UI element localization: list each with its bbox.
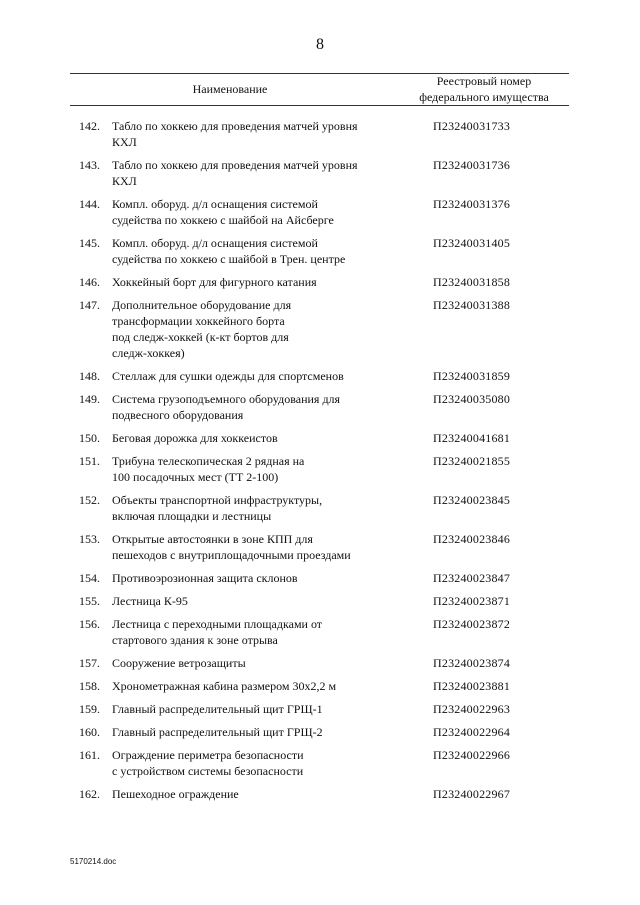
row-name-line: КХЛ (112, 174, 137, 188)
row-name-line: судейства по хоккею с шайбой на Айсберге (112, 213, 334, 227)
footer-filename: 5170214.doc (70, 857, 117, 866)
row-name-line: трансформации хоккейного борта (112, 314, 285, 328)
row-name (112, 391, 402, 423)
row-number: 142. (79, 119, 100, 133)
row-number: 144. (79, 197, 100, 211)
row-registry-number: П23240031859 (433, 369, 511, 383)
row-number: 143. (79, 158, 100, 172)
row-name-line: КХЛ (112, 135, 137, 149)
row-name (112, 616, 402, 648)
row-name-line: с устройством системы безопасности (112, 764, 304, 778)
row-number: 153. (79, 532, 100, 546)
row-name-line: Табло по хоккею для проведения матчей уровня (112, 158, 358, 172)
row-name-line: Табло по хоккею для проведения матчей уровня (112, 119, 358, 133)
row-name-line: Пешеходное ограждение (112, 787, 239, 801)
row-registry-number: П23240023874 (433, 656, 511, 670)
row-number: 162. (79, 787, 100, 801)
page-number: 8 (316, 36, 324, 53)
row-name-line: Система грузоподъемного оборудования для (112, 392, 341, 406)
row-name-line: Сооружение ветрозащиты (112, 656, 246, 670)
row-number: 145. (79, 236, 100, 250)
row-name (112, 368, 402, 384)
row-name-line: стартового здания к зоне отрыва (112, 633, 278, 647)
row-name (112, 678, 402, 694)
row-number: 160. (79, 725, 100, 739)
row-name (112, 430, 402, 446)
row-registry-number: П23240023847 (433, 571, 511, 585)
row-name-line: следж-хоккея) (112, 346, 185, 360)
row-number: 159. (79, 702, 100, 716)
row-number: 155. (79, 594, 100, 608)
row-number: 151. (79, 454, 100, 468)
row-registry-number: П23240031376 (433, 197, 511, 211)
row-name-line: подвесного оборудования (112, 408, 244, 422)
row-registry-number: П23240021855 (433, 454, 511, 468)
row-number: 156. (79, 617, 100, 631)
row-name-line: Лестница К-95 (112, 594, 188, 608)
row-registry-number: П23240031736 (433, 158, 511, 172)
row-name-line: Лестница с переходными площадками от (112, 617, 323, 631)
row-name (112, 297, 402, 361)
row-name (112, 786, 402, 802)
row-number: 161. (79, 748, 100, 762)
row-name (112, 274, 402, 290)
row-number: 157. (79, 656, 100, 670)
row-registry-number: П23240023871 (433, 594, 511, 608)
column-header-registry-number (398, 73, 570, 105)
column-header-name: Наименование (192, 82, 268, 96)
row-registry-number: П23240023872 (433, 617, 511, 631)
row-number: 154. (79, 571, 100, 585)
row-number: 146. (79, 275, 100, 289)
row-name-line: Стеллаж для сушки одежды для спортсменов (112, 369, 344, 383)
row-name-line: судейства по хоккею с шайбой в Трен. центре (112, 252, 346, 266)
row-name-line: Ограждение периметра безопасности (112, 748, 304, 762)
row-name (112, 235, 402, 267)
row-name-line: под следж-хоккей (к-кт бортов для (112, 330, 289, 344)
row-name (112, 118, 402, 150)
row-name (112, 492, 402, 524)
row-name (112, 593, 402, 609)
row-name-line: Беговая дорожка для хоккеистов (112, 431, 278, 445)
row-registry-number: П23240031405 (433, 236, 511, 250)
row-registry-number: П23240023845 (433, 493, 511, 507)
row-name-line: Трибуна телескопическая 2 рядная на (112, 454, 305, 468)
row-registry-number: П23240022963 (433, 702, 511, 716)
row-registry-number: П23240022964 (433, 725, 511, 739)
row-number: 147. (79, 298, 100, 312)
column-header-registry-line1: Реестровый номер (436, 74, 532, 88)
row-name-line: Хоккейный борт для фигурного катания (112, 275, 317, 289)
row-registry-number: П23240022966 (433, 748, 511, 762)
row-name-line: Хронометражная кабина размером 30х2,2 м (112, 679, 337, 693)
table-header-bottom-rule (70, 105, 569, 106)
row-number: 148. (79, 369, 100, 383)
row-name (112, 570, 402, 586)
row-registry-number: П23240023881 (433, 679, 511, 693)
row-name-line: Главный распределительный щит ГРЩ-1 (112, 702, 323, 716)
row-name (112, 655, 402, 671)
row-registry-number: П23240041681 (433, 431, 511, 445)
row-number: 158. (79, 679, 100, 693)
row-name-line: Главный распределительный щит ГРЩ-2 (112, 725, 323, 739)
row-number: 150. (79, 431, 100, 445)
row-name-line: 100 посадочных мест (ТТ 2-100) (112, 470, 279, 484)
row-name-line: пешеходов с внутриплощадочными проездами (112, 548, 351, 562)
row-name-line: включая площадки и лестницы (112, 509, 272, 523)
row-name (112, 453, 402, 485)
row-name-line: Открытые автостоянки в зоне КПП для (112, 532, 313, 546)
row-name-line: Компл. оборуд. д/л оснащения системой (112, 236, 318, 250)
row-name (112, 531, 402, 563)
row-registry-number: П23240023846 (433, 532, 511, 546)
column-header-registry-line2: федерального имущества (419, 90, 549, 104)
row-registry-number: П23240031858 (433, 275, 511, 289)
row-registry-number: П23240022967 (433, 787, 511, 801)
row-number: 149. (79, 392, 100, 406)
row-registry-number: П23240031733 (433, 119, 511, 133)
row-name (112, 196, 402, 228)
row-name-line: Компл. оборуд. д/л оснащения системой (112, 197, 318, 211)
row-name (112, 701, 402, 717)
row-number: 152. (79, 493, 100, 507)
row-name (112, 157, 402, 189)
row-name (112, 747, 402, 779)
row-registry-number: П23240031388 (433, 298, 511, 312)
row-name-line: Противоэрозионная защита склонов (112, 571, 298, 585)
row-name (112, 724, 402, 740)
row-name-line: Дополнительное оборудование для (112, 298, 292, 312)
row-name-line: Объекты транспортной инфраструктуры, (112, 493, 323, 507)
row-registry-number: П23240035080 (433, 392, 511, 406)
